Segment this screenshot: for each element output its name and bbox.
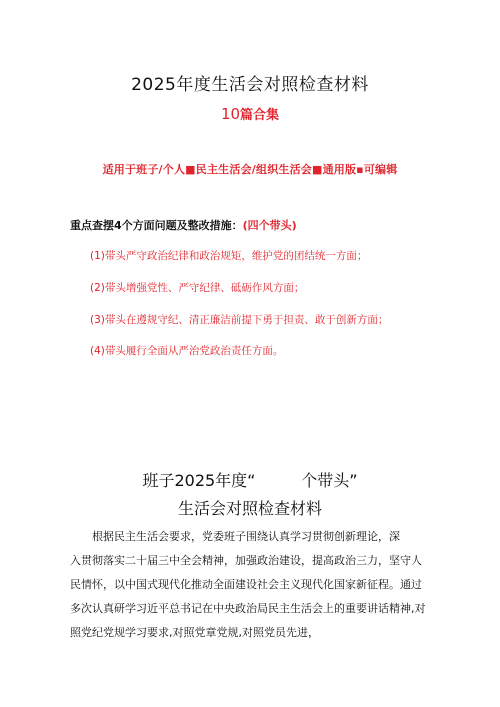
focus-item-1: (1)带头严守政治纪律和政治规矩，维护党的团结统一方面； xyxy=(90,250,368,262)
collection-label: 篇合集 xyxy=(240,108,280,123)
document-title-line-1: 班子2025年度“ 个带头” xyxy=(142,471,358,490)
body-line-1: 根据民主生活会要求，党委班子围绕认真学习贯彻创新理论，深 xyxy=(92,530,400,543)
body-line-3: 民情怀，以中国式现代化推动全面建设社会主义现代化国家新征程。通过 xyxy=(70,578,422,591)
body-line-2: 入贯彻落实二十届三中全会精神，加强政治建设，提高政治三力，坚守人 xyxy=(70,554,422,567)
cover-title: 2025年度生活会对照检查材料 xyxy=(131,75,369,95)
focus-heading-prefix: 重点查摆4个方面问题及整改措施： xyxy=(70,219,243,232)
collection-subtitle xyxy=(0,104,500,123)
body-line-4: 多次认真研学习近平总书记在中央政治局民主生活会上的重要讲话精神,对 xyxy=(70,602,426,615)
scope-line: 适用于班子/个人■民主生活会/组织生活会■通用版▪可编辑 xyxy=(102,163,398,176)
body-line-5: 照党纪党规学习要求,对照党章党规,对照党员先进， xyxy=(70,626,319,639)
document-title-line-2: 生活会对照检查材料 xyxy=(177,499,322,518)
focus-item-2: (2)带头增强党性、严守纪律、砥砺作风方面； xyxy=(90,282,305,294)
focus-item-3: (3)带头在遵规守纪、清正廉洁前提下勇于担责、敢于创新方面； xyxy=(90,314,389,326)
focus-heading xyxy=(70,217,297,233)
focus-heading-suffix: (四个带头) xyxy=(242,219,297,232)
document-body xyxy=(70,525,440,645)
collection-count: 10 xyxy=(220,105,241,123)
focus-item-4: (4)带头履行全面从严治党政治责任方面。 xyxy=(90,345,284,357)
